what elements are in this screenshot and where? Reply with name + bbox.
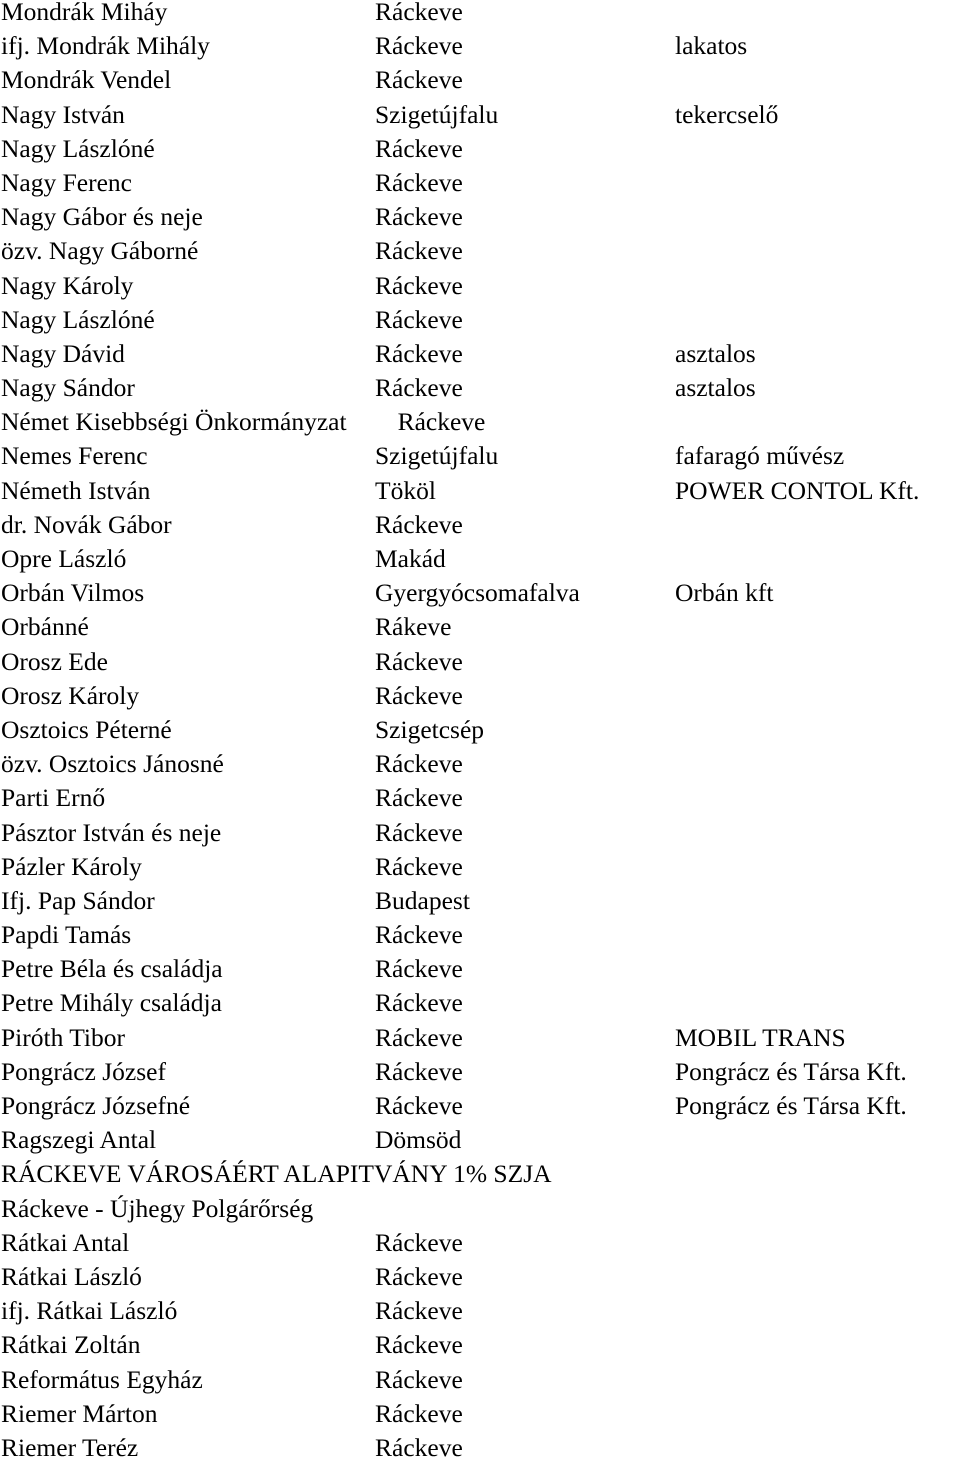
place-name: Ráckeve [375, 373, 463, 403]
person-name: Mondrák Vendel [1, 65, 172, 95]
place-name: Ráckeve [375, 133, 463, 163]
list-item [0, 1260, 960, 1294]
place-name: Ráckeve [397, 407, 486, 437]
place-name: Tököl [375, 475, 436, 505]
person-name: Nagy Sándor [1, 373, 135, 403]
place-name: Ráckeve [375, 1056, 463, 1086]
place-name: Ráckeve [375, 1432, 463, 1462]
list-item [0, 371, 960, 405]
list-item [0, 1397, 960, 1431]
list-item [0, 986, 960, 1020]
person-name: Orbánné [1, 612, 89, 642]
occupation-or-company: asztalos [675, 373, 756, 403]
person-name: Osztoics Péterné [1, 714, 172, 744]
place-name: Ráckeve [375, 680, 463, 710]
person-name: Nagy Ferenc [1, 167, 132, 197]
list-item [0, 439, 960, 473]
person-name: Orosz Károly [1, 680, 140, 710]
list-item [0, 1294, 960, 1328]
place-name: Ráckeve [375, 167, 463, 197]
place-name: Gyergyócsomafalva [375, 578, 580, 608]
person-name: ifj. Mondrák Mihály [1, 31, 210, 61]
person-name: Petre Béla és családja [1, 954, 223, 984]
place-name: Ráckeve [375, 1022, 463, 1052]
person-name: Nagy Károly [1, 270, 134, 300]
place-name: Ráckeve [375, 1398, 463, 1428]
person-name: Rátkai László [1, 1261, 142, 1291]
person-name: Ragszegi Antal [1, 1125, 157, 1155]
list-item [0, 474, 960, 508]
list-item [0, 303, 960, 337]
list-item [0, 1157, 960, 1191]
occupation-or-company: MOBIL TRANS [675, 1022, 846, 1052]
place-name: Ráckeve [375, 338, 463, 368]
person-name: RÁCKEVE VÁROSÁÉRT ALAPITVÁNY 1% SZJA [1, 1159, 552, 1189]
place-name: Dömsöd [375, 1125, 462, 1155]
person-name: özv. Osztoics Jánosné [1, 749, 224, 779]
list-item [0, 645, 960, 679]
list-item [0, 679, 960, 713]
person-name: Nagy Dávid [1, 338, 125, 368]
person-name: Nagy Gábor és neje [1, 202, 203, 232]
place-name: Makád [375, 544, 446, 573]
person-name: Ifj. Pap Sándor [1, 885, 155, 915]
list-item [0, 0, 960, 29]
list-item [0, 29, 960, 63]
place-name: Ráckeve [375, 817, 463, 847]
occupation-or-company: Pongrácz és Társa Kft. [675, 1091, 907, 1120]
list-item [0, 952, 960, 986]
person-name: dr. Novák Gábor [1, 509, 172, 539]
place-name: Ráckeve [375, 509, 463, 539]
place-name: Budapest [375, 885, 470, 915]
list-item [0, 1089, 960, 1123]
list-item [0, 166, 960, 200]
place-name: Ráckeve [375, 749, 463, 779]
place-name: Ráckeve [375, 988, 463, 1018]
occupation-or-company: fafaragó művész [675, 441, 845, 471]
place-name: Ráckeve [375, 646, 463, 676]
list-item [0, 63, 960, 97]
person-name: Piróth Tibor [1, 1022, 126, 1052]
list-item [0, 918, 960, 952]
list-item [0, 508, 960, 542]
list-item [0, 405, 960, 439]
place-name: Ráckeve [375, 236, 463, 266]
list-item [0, 337, 960, 371]
list-item [0, 1123, 960, 1157]
occupation-or-company: POWER CONTOL Kft. [675, 475, 920, 505]
list-item [0, 1431, 960, 1465]
list-item [0, 884, 960, 918]
list-item [0, 1363, 960, 1397]
place-name: Ráckeve [375, 954, 463, 984]
place-name: Szigetújfalu [375, 441, 499, 471]
person-name: Nagy Lászlóné [1, 133, 155, 163]
person-name: Petre Mihály családja [1, 988, 222, 1018]
person-name: özv. Nagy Gáborné [1, 236, 199, 266]
occupation-or-company: Orbán kft [675, 578, 774, 608]
place-name: Ráckeve [375, 304, 463, 334]
person-name: Orosz Ede [1, 646, 108, 676]
place-name: Szigetújfalu [375, 99, 499, 129]
occupation-or-company: Pongrácz és Társa Kft. [675, 1056, 907, 1086]
list-item [0, 1328, 960, 1362]
list-item [0, 269, 960, 303]
place-name: Ráckeve [375, 31, 463, 61]
place-name: Ráckeve [375, 1296, 463, 1326]
person-name: Riemer Márton [1, 1398, 158, 1428]
list-item [0, 747, 960, 781]
list-item [0, 816, 960, 850]
list-item [0, 542, 960, 576]
occupation-or-company: asztalos [675, 338, 756, 368]
person-name: Pázler Károly [1, 851, 142, 881]
list-item [0, 1226, 960, 1260]
place-name: Ráckeve [375, 920, 463, 950]
place-name: Ráckeve [375, 1227, 463, 1257]
list-item [0, 576, 960, 610]
person-name: Németh István [1, 475, 151, 505]
occupation-or-company: tekercselő [675, 99, 779, 129]
list-item [0, 1021, 960, 1055]
place-name: Rákeve [375, 612, 452, 642]
list-item [0, 234, 960, 268]
place-name: Ráckeve [375, 1364, 463, 1394]
place-name: Ráckeve [375, 270, 463, 300]
place-name: Ráckeve [375, 1091, 463, 1120]
person-name: Riemer Teréz [1, 1432, 139, 1462]
place-name: Ráckeve [375, 65, 463, 95]
person-name: Parti Ernő [1, 783, 106, 813]
person-name: Papdi Tamás [1, 920, 132, 950]
person-name: ifj. Rátkai László [1, 1296, 178, 1326]
place-name: Ráckeve [375, 0, 463, 26]
list-item [0, 781, 960, 815]
person-name: Rátkai Antal [1, 1227, 130, 1257]
person-name: Rátkai Zoltán [1, 1330, 141, 1360]
person-name: Pongrácz József [1, 1056, 166, 1086]
person-name: Opre László [1, 544, 127, 573]
list-item [0, 713, 960, 747]
list-item [0, 132, 960, 166]
place-name: Ráckeve [375, 783, 463, 813]
person-name: Református Egyház [1, 1364, 203, 1394]
list-item [0, 850, 960, 884]
person-name: Nagy István [1, 99, 125, 129]
person-name: Nemes Ferenc [1, 441, 148, 471]
person-name: Pásztor István és neje [1, 817, 222, 847]
person-name: Pongrácz Józsefné [1, 1091, 191, 1120]
person-name: Mondrák Miháy [1, 0, 168, 26]
place-name: Ráckeve [375, 1330, 463, 1360]
list-item [0, 1055, 960, 1089]
place-name: Ráckeve [375, 1261, 463, 1291]
person-name: Német Kisebbségi Önkormányzat [1, 407, 347, 437]
occupation-or-company: lakatos [675, 31, 748, 61]
place-name: Ráckeve [375, 851, 463, 881]
person-name: Orbán Vilmos [1, 578, 145, 608]
place-name: Ráckeve [375, 202, 463, 232]
person-name: Ráckeve - Újhegy Polgárőrség [1, 1193, 314, 1223]
list-item [0, 200, 960, 234]
list-item [0, 610, 960, 644]
list-item [0, 1192, 960, 1226]
place-name: Szigetcsép [375, 714, 485, 744]
list-item [0, 98, 960, 132]
person-name: Nagy Lászlóné [1, 304, 155, 334]
